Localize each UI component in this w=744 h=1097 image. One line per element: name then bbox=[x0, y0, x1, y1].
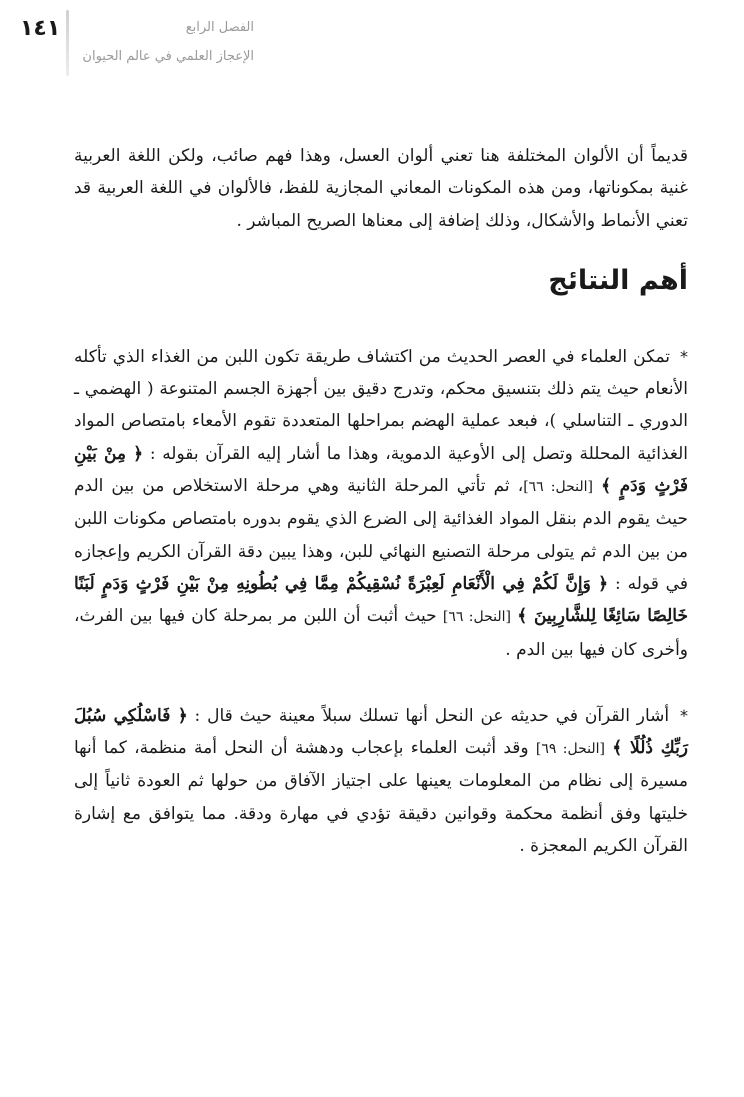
result-item-bees bbox=[74, 700, 688, 862]
quran-reference: [النحل: ٦٩] bbox=[535, 741, 605, 758]
quran-reference: [النحل: ٦٦] bbox=[523, 479, 594, 496]
running-header bbox=[34, 20, 254, 64]
result-text: ، ثم تأتي المرحلة الثانية وهي مرحلة الاستخلاص من بين الدم حيث يقوم الدم بنقل المواد الغذائية إلى الضرع الذي يقوم بدوره بامتصاص مكونات اللبن من بين الدم ثم يتولى مرحلة التصنيع النهائي للبن، وهذا يبين دقة القرآن الكريم وإعجازه في قوله : bbox=[74, 476, 688, 594]
quran-quote: ﴿ وَإِنَّ لَكُمْ فِي الْأَنْعَامِ لَعِبْرَةً نُسْقِيكُمْ مِمَّا فِي بُطُونِهِ مِنْ بَيْنِ فَرْثٍ وَدَمٍ لَبَنًا خَالِصًا سَائِغًا لِلشَّارِبِينَ ﴾ bbox=[74, 573, 688, 627]
result-item-milk bbox=[74, 341, 688, 666]
result-text: تمكن العلماء في العصر الحديث من اكتشاف طريقة تكون اللبن من الغذاء الذي تأكله الأنعام حيث يتم ذلك بتنسيق محكم، وتدرج دقيق بين أجهزة الجسم المتنوعة ( الهضمي ـ الدوري ـ التناسلي )، فبعد عملية الهضم بمراحلها المتعددة تقوم الأمعاء بامتصاص المواد الغذائية المحللة وتصل إلى الأوعية الدموية، وهذا ما أشار إليه القرآن بقوله : bbox=[74, 346, 688, 464]
quran-reference: [النحل: ٦٦] bbox=[442, 609, 511, 626]
page-number: ١٤١ bbox=[20, 16, 61, 41]
bullet-star-icon: * bbox=[680, 346, 689, 366]
chapter-title: الفصل الرابع bbox=[185, 20, 254, 35]
quran-quote: ﴿ مِنْ بَيْنِ فَرْثٍ وَدَمٍ ﴾ bbox=[74, 443, 688, 497]
result-text: حيث أثبت أن اللبن مر بمرحلة كان فيها بين الفرث، وأخرى كان فيها بين الدم . bbox=[74, 606, 688, 660]
result-text: وقد أثبت العلماء بإعجاب ودهشة أن النحل أمة منظمة، كما أنها مسيرة إلى نظام من المعلومات يعينها على اجتياز الآفاق من حولها ثم العودة ثانياً إلى خليتها وفق أنظمة محكمة وقوانين دقيقة تؤدي في مهارة ودقة. مما يتوافق مع إشارة القرآن الكريم المعجزة . bbox=[74, 738, 688, 857]
page-content bbox=[74, 140, 688, 896]
book-title: الإعجاز العلمي في عالم الحيوان bbox=[82, 49, 254, 64]
intro-paragraph: قديماً أن الألوان المختلفة هنا تعني ألوان العسل، وهذا فهم صائب، ولكن اللغة العربية غنية بمكوناتها، ومن هذه المكونات المعاني المجازية للفظ، فالألوان في اللغة العربية قد تعني الأنماط والأشكال، وذلك إضافة إلى معناها الصريح المباشر . bbox=[74, 146, 688, 231]
result-text: أشار القرآن في حديثه عن النحل أنها تسلك سبلاً معينة حيث قال : bbox=[194, 705, 670, 726]
quran-quote: ﴿ فَاسْلُكِي سُبُلَ رَبِّكِ ذُلُلًا ﴾ bbox=[74, 705, 689, 759]
section-heading: أهم النتائج bbox=[548, 264, 688, 296]
bullet-star-icon: * bbox=[680, 705, 688, 725]
